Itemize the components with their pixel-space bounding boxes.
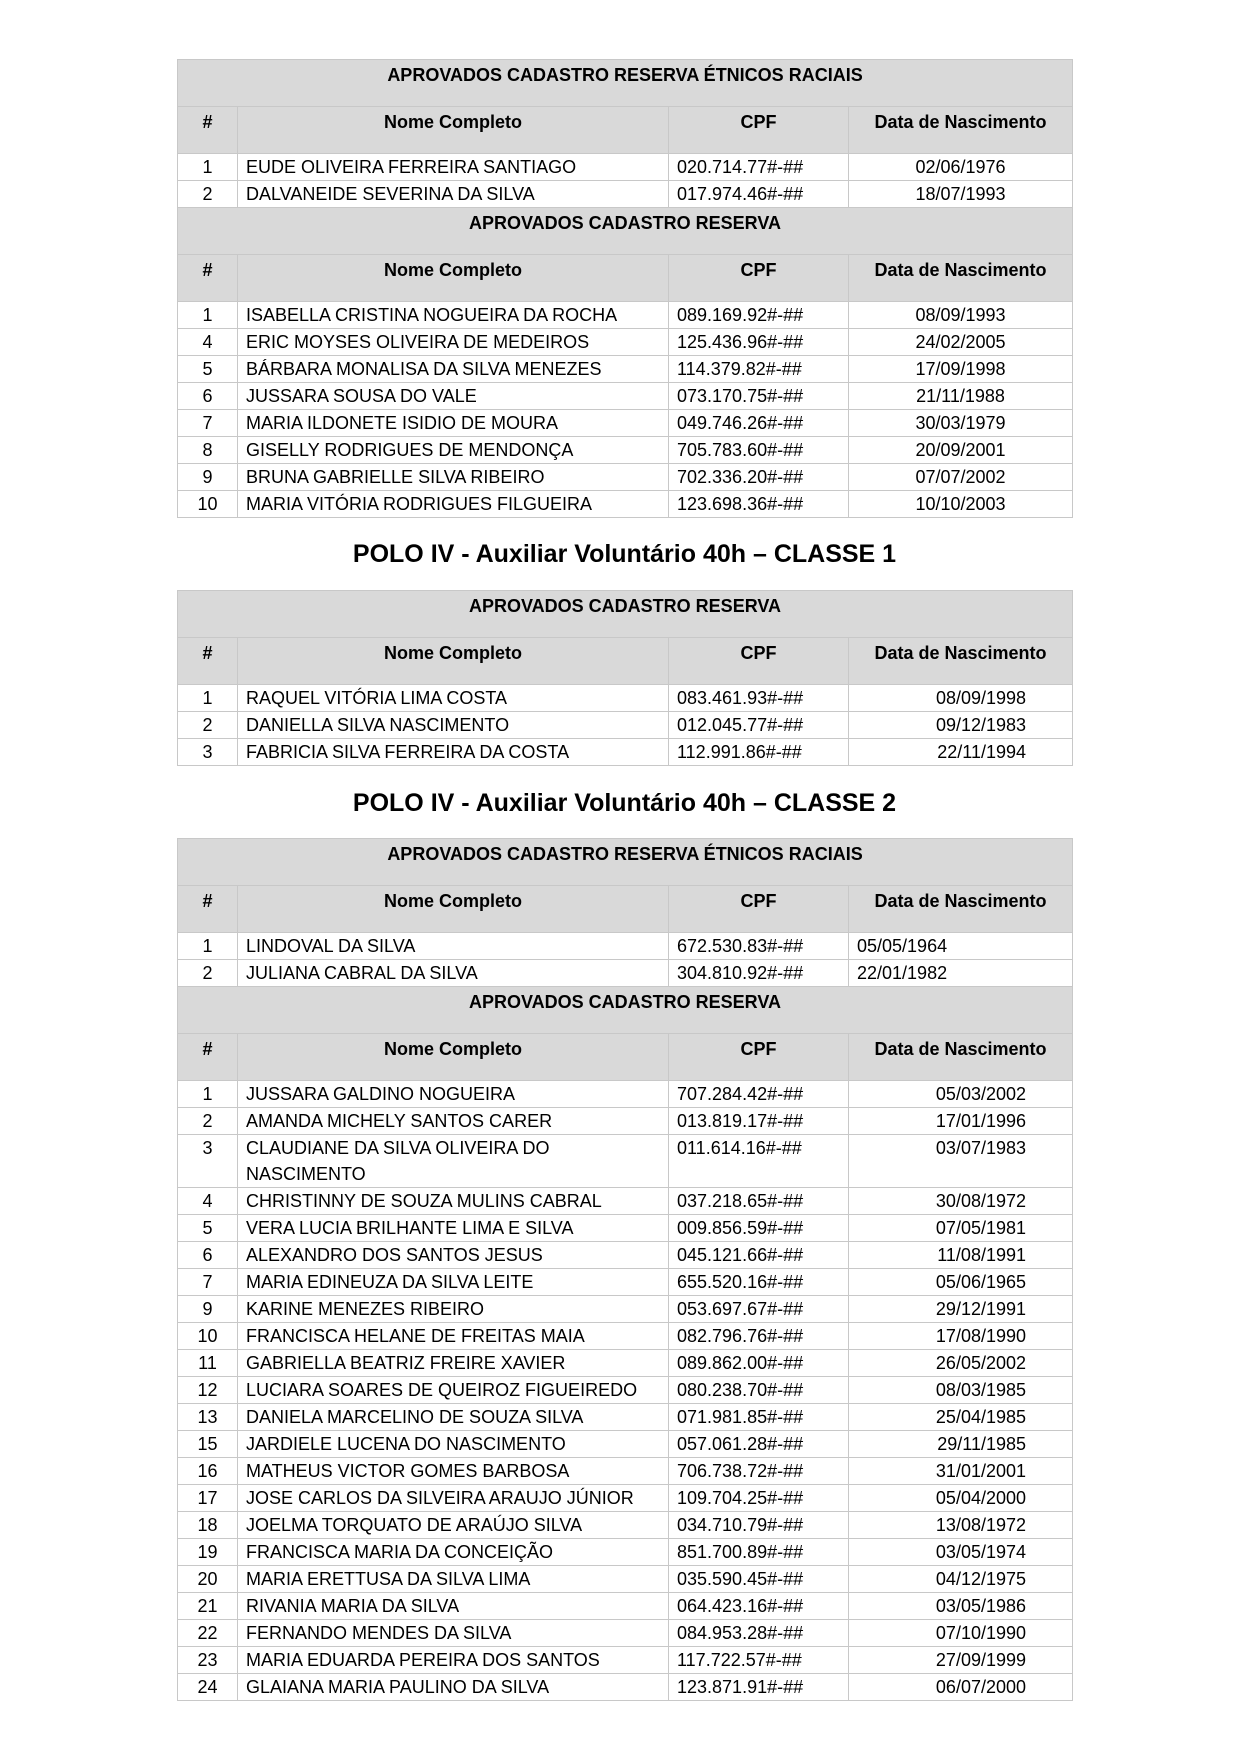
row-cpf: 013.819.17#-## [669, 1108, 849, 1135]
table-row [178, 739, 1073, 766]
table-row [178, 1431, 1073, 1458]
row-name: DALVANEIDE SEVERINA DA SILVA [238, 181, 669, 208]
table-row [178, 1458, 1073, 1485]
row-birthdate: 20/09/2001 [849, 437, 1073, 464]
row-name: DANIELA MARCELINO DE SOUZA SILVA [238, 1404, 669, 1431]
row-cpf: 083.461.93#-## [669, 685, 849, 712]
row-name: FRANCISCA MARIA DA CONCEIÇÃO [238, 1539, 669, 1566]
row-cpf: 123.871.91#-## [669, 1674, 849, 1701]
table-row [178, 712, 1073, 739]
row-name: CLAUDIANE DA SILVA OLIVEIRA DO NASCIMENTO [238, 1135, 669, 1188]
table-row [178, 1620, 1073, 1647]
row-name: DANIELLA SILVA NASCIMENTO [238, 712, 669, 739]
table-classe-2 [177, 838, 1073, 1701]
table-row [178, 1135, 1073, 1188]
row-name: BÁRBARA MONALISA DA SILVA MENEZES [238, 356, 669, 383]
row-cpf: 012.045.77#-## [669, 712, 849, 739]
row-birthdate: 27/09/1999 [849, 1647, 1073, 1674]
row-birthdate: 03/05/1986 [849, 1593, 1073, 1620]
table-row [178, 1512, 1073, 1539]
row-cpf: 655.520.16#-## [669, 1269, 849, 1296]
col-header-num: # [178, 886, 238, 933]
table-row [178, 464, 1073, 491]
row-cpf: 702.336.20#-## [669, 464, 849, 491]
row-name: MARIA ERETTUSA DA SILVA LIMA [238, 1566, 669, 1593]
row-birthdate: 17/08/1990 [849, 1323, 1073, 1350]
row-number: 6 [178, 1242, 238, 1269]
row-name: GLAIANA MARIA PAULINO DA SILVA [238, 1674, 669, 1701]
row-cpf: 672.530.83#-## [669, 933, 849, 960]
row-cpf: 020.714.77#-## [669, 154, 849, 181]
row-number: 1 [178, 1081, 238, 1108]
row-name: GABRIELLA BEATRIZ FREIRE XAVIER [238, 1350, 669, 1377]
table-row [178, 1485, 1073, 1512]
table-row [178, 491, 1073, 518]
row-name: FERNANDO MENDES DA SILVA [238, 1620, 669, 1647]
row-number: 4 [178, 329, 238, 356]
table-row [178, 437, 1073, 464]
row-birthdate: 05/03/2002 [849, 1081, 1073, 1108]
col-header-name: Nome Completo [238, 255, 669, 302]
table-polo-previous [177, 59, 1073, 518]
section-title-row [178, 591, 1073, 638]
row-birthdate: 08/09/1998 [849, 685, 1073, 712]
table-row [178, 154, 1073, 181]
row-cpf: 707.284.42#-## [669, 1081, 849, 1108]
row-birthdate: 10/10/2003 [849, 491, 1073, 518]
row-name: JOELMA TORQUATO DE ARAÚJO SILVA [238, 1512, 669, 1539]
row-cpf: 117.722.57#-## [669, 1647, 849, 1674]
table-row [178, 1350, 1073, 1377]
row-cpf: 035.590.45#-## [669, 1566, 849, 1593]
row-number: 9 [178, 1296, 238, 1323]
row-cpf: 057.061.28#-## [669, 1431, 849, 1458]
section-title-row [178, 208, 1073, 255]
table-row [178, 1404, 1073, 1431]
col-header-date: Data de Nascimento [849, 638, 1073, 685]
row-cpf: 053.697.67#-## [669, 1296, 849, 1323]
row-birthdate: 30/03/1979 [849, 410, 1073, 437]
row-number: 1 [178, 154, 238, 181]
row-number: 1 [178, 302, 238, 329]
row-cpf: 082.796.76#-## [669, 1323, 849, 1350]
section-title: APROVADOS CADASTRO RESERVA ÉTNICOS RACIAIS [178, 60, 1073, 107]
table-row [178, 1081, 1073, 1108]
row-birthdate: 17/09/1998 [849, 356, 1073, 383]
table-row [178, 302, 1073, 329]
table-row [178, 410, 1073, 437]
col-header-name: Nome Completo [238, 638, 669, 685]
row-name: JARDIELE LUCENA DO NASCIMENTO [238, 1431, 669, 1458]
row-cpf: 112.991.86#-## [669, 739, 849, 766]
row-birthdate: 29/11/1985 [849, 1431, 1073, 1458]
row-name: CHRISTINNY DE SOUZA MULINS CABRAL [238, 1188, 669, 1215]
row-number: 10 [178, 1323, 238, 1350]
row-name: JOSE CARLOS DA SILVEIRA ARAUJO JÚNIOR [238, 1485, 669, 1512]
table-row [178, 1377, 1073, 1404]
row-birthdate: 24/02/2005 [849, 329, 1073, 356]
row-number: 23 [178, 1647, 238, 1674]
row-birthdate: 17/01/1996 [849, 1108, 1073, 1135]
row-cpf: 089.169.92#-## [669, 302, 849, 329]
row-birthdate: 26/05/2002 [849, 1350, 1073, 1377]
table-row [178, 685, 1073, 712]
row-cpf: 114.379.82#-## [669, 356, 849, 383]
section-title-row [178, 987, 1073, 1034]
col-header-name: Nome Completo [238, 1034, 669, 1081]
table-row [178, 1215, 1073, 1242]
row-number: 18 [178, 1512, 238, 1539]
col-header-cpf: CPF [669, 107, 849, 154]
row-name: FABRICIA SILVA FERREIRA DA COSTA [238, 739, 669, 766]
row-birthdate: 02/06/1976 [849, 154, 1073, 181]
row-number: 13 [178, 1404, 238, 1431]
row-cpf: 037.218.65#-## [669, 1188, 849, 1215]
row-name: VERA LUCIA BRILHANTE LIMA E SILVA [238, 1215, 669, 1242]
row-name: MARIA EDINEUZA DA SILVA LEITE [238, 1269, 669, 1296]
row-birthdate: 03/07/1983 [849, 1135, 1073, 1188]
row-number: 24 [178, 1674, 238, 1701]
col-header-num: # [178, 1034, 238, 1081]
row-number: 2 [178, 1108, 238, 1135]
row-birthdate: 18/07/1993 [849, 181, 1073, 208]
table-row [178, 1647, 1073, 1674]
row-birthdate: 07/05/1981 [849, 1215, 1073, 1242]
row-number: 8 [178, 437, 238, 464]
row-cpf: 080.238.70#-## [669, 1377, 849, 1404]
row-cpf: 049.746.26#-## [669, 410, 849, 437]
row-birthdate: 31/01/2001 [849, 1458, 1073, 1485]
row-cpf: 034.710.79#-## [669, 1512, 849, 1539]
row-birthdate: 22/01/1982 [849, 960, 1073, 987]
row-cpf: 011.614.16#-## [669, 1135, 849, 1188]
table-row [178, 356, 1073, 383]
row-number: 5 [178, 1215, 238, 1242]
table-row [178, 1188, 1073, 1215]
row-cpf: 304.810.92#-## [669, 960, 849, 987]
row-name: ALEXANDRO DOS SANTOS JESUS [238, 1242, 669, 1269]
col-header-num: # [178, 255, 238, 302]
table-row [178, 1539, 1073, 1566]
row-name: MATHEUS VICTOR GOMES BARBOSA [238, 1458, 669, 1485]
row-birthdate: 08/03/1985 [849, 1377, 1073, 1404]
row-cpf: 073.170.75#-## [669, 383, 849, 410]
row-number: 7 [178, 1269, 238, 1296]
row-name: JULIANA CABRAL DA SILVA [238, 960, 669, 987]
row-cpf: 705.783.60#-## [669, 437, 849, 464]
table-row [178, 329, 1073, 356]
table-row [178, 383, 1073, 410]
row-number: 21 [178, 1593, 238, 1620]
col-header-cpf: CPF [669, 1034, 849, 1081]
row-birthdate: 05/04/2000 [849, 1485, 1073, 1512]
row-number: 2 [178, 181, 238, 208]
row-name: ISABELLA CRISTINA NOGUEIRA DA ROCHA [238, 302, 669, 329]
row-name: FRANCISCA HELANE DE FREITAS MAIA [238, 1323, 669, 1350]
row-birthdate: 09/12/1983 [849, 712, 1073, 739]
section-title: APROVADOS CADASTRO RESERVA ÉTNICOS RACIAIS [178, 839, 1073, 886]
row-name: JUSSARA GALDINO NOGUEIRA [238, 1081, 669, 1108]
row-name: BRUNA GABRIELLE SILVA RIBEIRO [238, 464, 669, 491]
row-cpf: 071.981.85#-## [669, 1404, 849, 1431]
row-number: 17 [178, 1485, 238, 1512]
row-number: 6 [178, 383, 238, 410]
row-name: GISELLY RODRIGUES DE MENDONÇA [238, 437, 669, 464]
row-name: MARIA EDUARDA PEREIRA DOS SANTOS [238, 1647, 669, 1674]
section-title: APROVADOS CADASTRO RESERVA [178, 208, 1073, 255]
row-birthdate: 29/12/1991 [849, 1296, 1073, 1323]
row-birthdate: 05/06/1965 [849, 1269, 1073, 1296]
row-name: KARINE MENEZES RIBEIRO [238, 1296, 669, 1323]
column-header-row [178, 638, 1073, 685]
row-cpf: 089.862.00#-## [669, 1350, 849, 1377]
row-cpf: 706.738.72#-## [669, 1458, 849, 1485]
row-number: 2 [178, 712, 238, 739]
row-number: 20 [178, 1566, 238, 1593]
table-row [178, 1108, 1073, 1135]
col-header-name: Nome Completo [238, 886, 669, 933]
row-number: 1 [178, 685, 238, 712]
table-row [178, 960, 1073, 987]
column-header-row [178, 255, 1073, 302]
row-birthdate: 07/10/1990 [849, 1620, 1073, 1647]
section-title: APROVADOS CADASTRO RESERVA [178, 591, 1073, 638]
col-header-date: Data de Nascimento [849, 255, 1073, 302]
row-birthdate: 22/11/1994 [849, 739, 1073, 766]
row-cpf: 064.423.16#-## [669, 1593, 849, 1620]
row-name: AMANDA MICHELY SANTOS CARER [238, 1108, 669, 1135]
row-cpf: 017.974.46#-## [669, 181, 849, 208]
table-row [178, 1269, 1073, 1296]
col-header-cpf: CPF [669, 638, 849, 685]
col-header-num: # [178, 107, 238, 154]
row-birthdate: 13/08/1972 [849, 1512, 1073, 1539]
section-title-row [178, 60, 1073, 107]
row-cpf: 084.953.28#-## [669, 1620, 849, 1647]
row-number: 10 [178, 491, 238, 518]
section-title-row [178, 839, 1073, 886]
row-birthdate: 30/08/1972 [849, 1188, 1073, 1215]
col-header-name: Nome Completo [238, 107, 669, 154]
row-name: RAQUEL VITÓRIA LIMA COSTA [238, 685, 669, 712]
row-number: 9 [178, 464, 238, 491]
column-header-row [178, 107, 1073, 154]
row-name: LUCIARA SOARES DE QUEIROZ FIGUEIREDO [238, 1377, 669, 1404]
table-row [178, 1296, 1073, 1323]
row-cpf: 123.698.36#-## [669, 491, 849, 518]
table-row [178, 1242, 1073, 1269]
table-row [178, 1593, 1073, 1620]
col-header-cpf: CPF [669, 886, 849, 933]
col-header-date: Data de Nascimento [849, 1034, 1073, 1081]
row-cpf: 109.704.25#-## [669, 1485, 849, 1512]
heading-classe-2: POLO IV - Auxiliar Voluntário 40h – CLASSE 2 [352, 789, 897, 817]
row-name: EUDE OLIVEIRA FERREIRA SANTIAGO [238, 154, 669, 181]
row-birthdate: 03/05/1974 [849, 1539, 1073, 1566]
row-cpf: 851.700.89#-## [669, 1539, 849, 1566]
row-number: 3 [178, 1135, 238, 1188]
section-title: APROVADOS CADASTRO RESERVA [178, 987, 1073, 1034]
column-header-row [178, 886, 1073, 933]
row-number: 2 [178, 960, 238, 987]
row-birthdate: 05/05/1964 [849, 933, 1073, 960]
row-number: 1 [178, 933, 238, 960]
row-name: LINDOVAL DA SILVA [238, 933, 669, 960]
row-birthdate: 25/04/1985 [849, 1404, 1073, 1431]
row-number: 12 [178, 1377, 238, 1404]
column-header-row [178, 1034, 1073, 1081]
row-name: ERIC MOYSES OLIVEIRA DE MEDEIROS [238, 329, 669, 356]
row-birthdate: 07/07/2002 [849, 464, 1073, 491]
row-name: MARIA VITÓRIA RODRIGUES FILGUEIRA [238, 491, 669, 518]
row-birthdate: 04/12/1975 [849, 1566, 1073, 1593]
row-birthdate: 08/09/1993 [849, 302, 1073, 329]
table-row [178, 933, 1073, 960]
row-number: 22 [178, 1620, 238, 1647]
table-row [178, 181, 1073, 208]
row-birthdate: 11/08/1991 [849, 1242, 1073, 1269]
row-number: 7 [178, 410, 238, 437]
row-number: 16 [178, 1458, 238, 1485]
row-cpf: 045.121.66#-## [669, 1242, 849, 1269]
row-cpf: 125.436.96#-## [669, 329, 849, 356]
row-number: 3 [178, 739, 238, 766]
row-number: 5 [178, 356, 238, 383]
row-number: 11 [178, 1350, 238, 1377]
table-row [178, 1323, 1073, 1350]
table-classe-1 [177, 590, 1073, 766]
row-number: 19 [178, 1539, 238, 1566]
row-number: 15 [178, 1431, 238, 1458]
row-number: 4 [178, 1188, 238, 1215]
heading-classe-1: POLO IV - Auxiliar Voluntário 40h – CLASSE 1 [352, 540, 897, 568]
col-header-num: # [178, 638, 238, 685]
row-birthdate: 21/11/1988 [849, 383, 1073, 410]
row-name: JUSSARA SOUSA DO VALE [238, 383, 669, 410]
table-row [178, 1566, 1073, 1593]
table-row [178, 1674, 1073, 1701]
row-cpf: 009.856.59#-## [669, 1215, 849, 1242]
row-name: RIVANIA MARIA DA SILVA [238, 1593, 669, 1620]
col-header-date: Data de Nascimento [849, 886, 1073, 933]
col-header-cpf: CPF [669, 255, 849, 302]
col-header-date: Data de Nascimento [849, 107, 1073, 154]
row-birthdate: 06/07/2000 [849, 1674, 1073, 1701]
row-name: MARIA ILDONETE ISIDIO DE MOURA [238, 410, 669, 437]
